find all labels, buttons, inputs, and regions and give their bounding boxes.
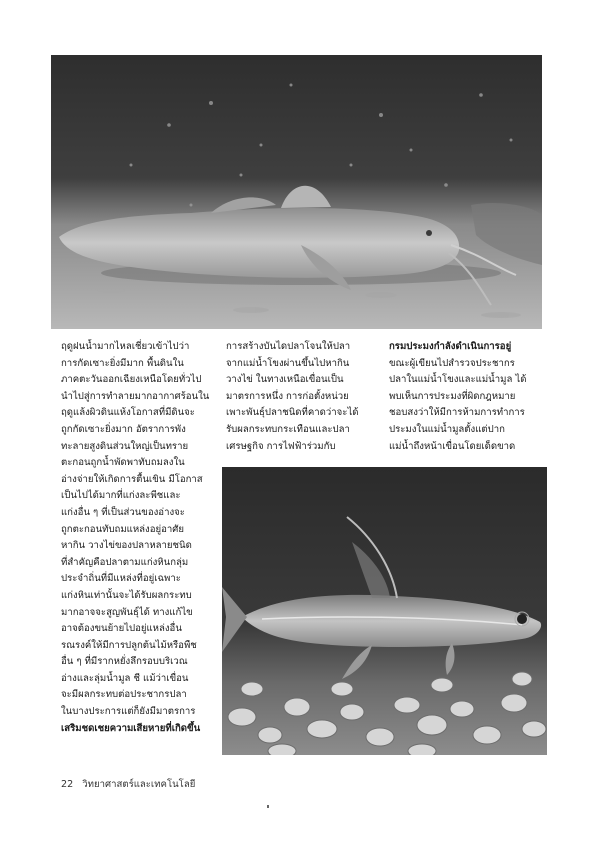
text-line: ฤดูแล้งผิวดินแห้งโอกาสที่มีดินจะ — [61, 407, 195, 419]
text-line: มาตรการหนึ่ง การก่อตั้งหน่วย — [226, 390, 349, 402]
text-line: ในบางประการแต่ก็ยังมีมาตรการ — [61, 706, 196, 718]
text-line: ทะลายสูงดินส่วนใหญ่เป็นทราย — [61, 440, 189, 452]
text-line: รับผลกระทบกระเทือนและปลา — [226, 423, 350, 435]
text-line: พบเห็นการประมงที่ผิดกฎหมาย — [389, 390, 516, 402]
text-line: ชอบสงว่าให้มีการห้ามการทำการ — [389, 407, 525, 419]
text-line: วางไข่ ในทางเหนือเขื่อนเป็น — [226, 374, 344, 386]
text-line: ที่สำคัญคือปลาตามแก่งหินกลุ่ม — [61, 556, 189, 568]
article-column-2 — [226, 339, 374, 455]
catfish-photo — [51, 55, 542, 329]
text-line: ภาคตะวันออกเฉียงเหนือโดยทั่วไป — [61, 374, 202, 386]
text-line: ปลาในแม่น้ำโขงและแม่น้ำมูล ได้ — [389, 374, 527, 386]
text-line: จากแม่น้ำโขงผ่านขึ้นไปหากิน — [226, 357, 350, 369]
text-line: จะมีผลกระทบต่อประชากรปลา — [61, 689, 187, 701]
text-line: เป็นไปได้มากที่แก่งละพีชและ — [61, 490, 181, 502]
text-line: เศรษฐกิจ การไฟฟ้าร่วมกับ — [226, 440, 336, 452]
text-line: ถูกตะกอนทับถมแหล่งอยู่อาศัย — [61, 523, 184, 535]
text-line: เพาะพันธุ์ปลาชนิดที่คาดว่าจะได้ — [226, 407, 359, 419]
print-mark — [267, 805, 269, 808]
text-line: ประจำถิ่นที่มีแหล่งที่อยู่เฉพาะ — [61, 573, 181, 585]
text-line: ตะกอนถูกน้ำพัดพาทับถมลงใน — [61, 457, 185, 469]
barb-fish-photo-image — [222, 467, 547, 755]
text-line: รณรงค์ให้มีการปลูกต้นไม้หรือพืช — [61, 639, 197, 651]
barb-fish-photo — [222, 467, 547, 755]
text-line: ถูกกัดเซาะยิ่งมาก อัตราการพัง — [61, 423, 186, 435]
page-number: 22 — [61, 779, 74, 790]
text-line: การกัดเซาะยิ่งมีมาก พื้นดินใน — [61, 357, 184, 369]
page-footer — [61, 777, 201, 792]
text-line: แก่งหินเท่านั้นจะได้รับผลกระทบ — [61, 589, 192, 601]
text-line: ฤดูฝนน้ำมากไหลเชี่ยวเข้าไปว่า — [61, 341, 190, 352]
text-line: มากอาจจะสูญพันธุ์ได้ ทางแก้ไข — [61, 606, 193, 618]
text-line: อื่น ๆ ที่มีรากหยั่งลึกรอบบริเวณ — [61, 656, 188, 668]
text-line: ประมงในแม่น้ำมูลตั้งแต่ปาก — [389, 423, 505, 435]
text-line: อาจต้องขนย้ายไปอยู่แหล่งอื่น — [61, 623, 182, 635]
text-line: อ่างจ่ายให้เกิดการตื้นเขิน มีโอกาส — [61, 473, 203, 485]
text-line: เสริมชดเชยความเสียหายที่เกิดขึ้น — [61, 722, 201, 734]
publication-title: วิทยาศาสตร์และเทคโนโลยี — [82, 779, 196, 790]
text-line: แม่น้ำถึงหน้าเขื่อนโดยเด็ดขาด — [389, 440, 516, 452]
text-line: อ่างและลุ่มน้ำมูล ชี แม้ว่าเขื่อน — [61, 672, 189, 684]
article-column-1 — [61, 339, 209, 737]
text-line: การสร้างบันไดปลาโจนให้ปลา — [226, 341, 351, 352]
catfish-photo-image — [51, 55, 542, 329]
text-line: หากิน วางไข่ของปลาหลายชนิด — [61, 540, 192, 552]
text-line: นำไปสู่การทำลายมากอากาศร้อนใน — [61, 390, 209, 402]
text-line: แก่งอื่น ๆ ที่เป็นส่วนของอ่างจะ — [61, 506, 185, 518]
article-column-3 — [389, 339, 539, 455]
text-line: กรมประมงกำลังดำเนินการอยู่ — [389, 341, 512, 352]
text-line: ขณะผู้เขียนไปสำรวจประชากร — [389, 357, 515, 369]
